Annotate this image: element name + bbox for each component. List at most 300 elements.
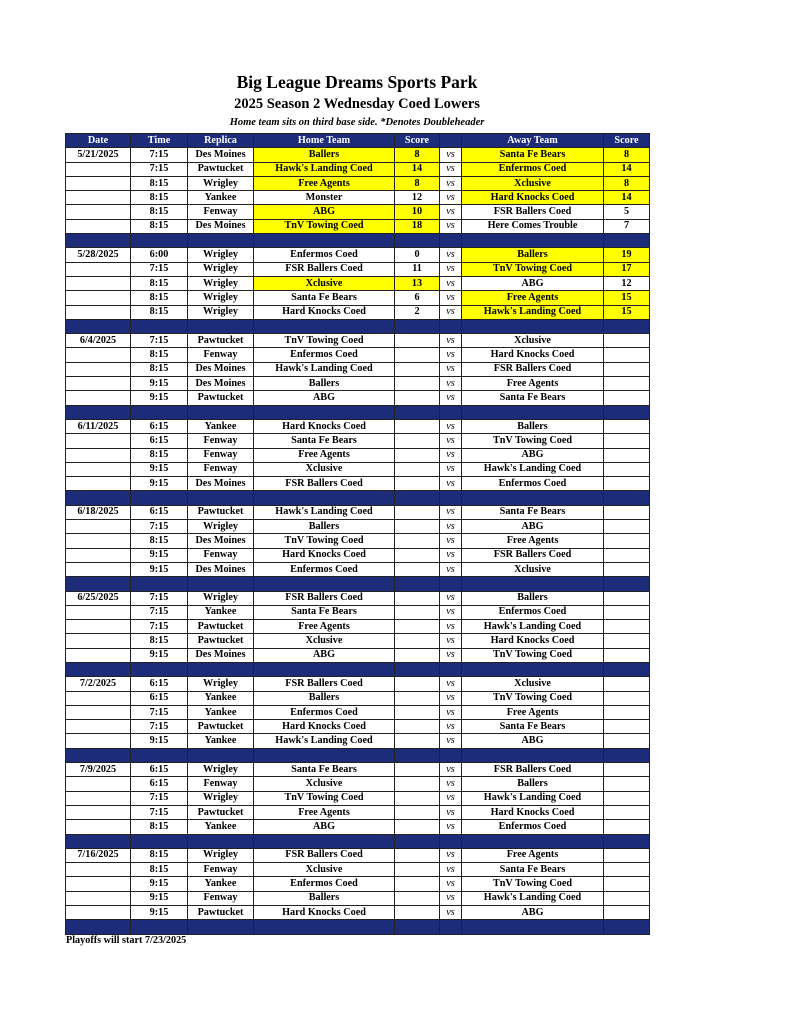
- home-score: 10: [395, 205, 440, 219]
- separator-cell: [604, 491, 650, 505]
- away-score: [604, 605, 650, 619]
- game-date: [66, 805, 131, 819]
- vs-label: vs: [440, 648, 462, 662]
- separator-cell: [254, 748, 395, 762]
- table-row: [66, 863, 650, 877]
- away-score: [604, 334, 650, 348]
- game-time: 6:15: [131, 434, 188, 448]
- table-row: [66, 620, 650, 634]
- separator-cell: [254, 920, 395, 934]
- home-team: ABG: [254, 391, 395, 405]
- game-field: Pawtucket: [188, 906, 254, 920]
- vs-label: vs: [440, 848, 462, 862]
- away-team: ABG: [462, 734, 604, 748]
- away-score: 19: [604, 248, 650, 262]
- away-team: Ballers: [462, 777, 604, 791]
- away-score: [604, 548, 650, 562]
- header-time: Time: [131, 134, 188, 148]
- home-team: Enfermos Coed: [254, 705, 395, 719]
- separator-cell: [604, 920, 650, 934]
- away-score: 15: [604, 305, 650, 319]
- vs-label: vs: [440, 162, 462, 176]
- away-score: [604, 777, 650, 791]
- away-score: [604, 734, 650, 748]
- game-time: 6:15: [131, 505, 188, 519]
- home-team: FSR Ballers Coed: [254, 848, 395, 862]
- separator-cell: [395, 662, 440, 676]
- home-score: [395, 548, 440, 562]
- home-score: [395, 891, 440, 905]
- separator-cell: [395, 319, 440, 333]
- game-date: [66, 605, 131, 619]
- home-score: [395, 791, 440, 805]
- game-date: [66, 620, 131, 634]
- game-date: 6/18/2025: [66, 505, 131, 519]
- away-team: Enfermos Coed: [462, 477, 604, 491]
- game-time: 6:00: [131, 248, 188, 262]
- separator-cell: [188, 834, 254, 848]
- separator-cell: [604, 234, 650, 248]
- separator-cell: [66, 319, 131, 333]
- game-date: [66, 191, 131, 205]
- away-team: Xclusive: [462, 334, 604, 348]
- separator-cell: [254, 834, 395, 848]
- game-date: [66, 377, 131, 391]
- separator-cell: [188, 577, 254, 591]
- vs-label: vs: [440, 505, 462, 519]
- game-field: Yankee: [188, 191, 254, 205]
- separator-cell: [462, 234, 604, 248]
- home-team: Xclusive: [254, 634, 395, 648]
- away-score: [604, 705, 650, 719]
- away-score: [604, 720, 650, 734]
- table-row: [66, 763, 650, 777]
- game-field: Yankee: [188, 705, 254, 719]
- separator-cell: [131, 748, 188, 762]
- game-date: [66, 820, 131, 834]
- vs-label: vs: [440, 219, 462, 233]
- table-row: [66, 219, 650, 233]
- home-score: [395, 591, 440, 605]
- home-score: 2: [395, 305, 440, 319]
- home-score: [395, 562, 440, 576]
- away-team: TnV Towing Coed: [462, 877, 604, 891]
- table-row: [66, 906, 650, 920]
- home-team: ABG: [254, 820, 395, 834]
- game-time: 9:15: [131, 477, 188, 491]
- table-row: [66, 248, 650, 262]
- table-row: [66, 176, 650, 190]
- game-time: 8:15: [131, 191, 188, 205]
- away-score: [604, 677, 650, 691]
- home-score: [395, 777, 440, 791]
- home-score: [395, 334, 440, 348]
- away-team: Free Agents: [462, 705, 604, 719]
- home-score: 8: [395, 176, 440, 190]
- away-score: 7: [604, 219, 650, 233]
- away-score: [604, 534, 650, 548]
- away-score: [604, 877, 650, 891]
- game-date: 6/11/2025: [66, 419, 131, 433]
- game-date: [66, 634, 131, 648]
- away-team: TnV Towing Coed: [462, 648, 604, 662]
- away-score: 15: [604, 291, 650, 305]
- home-team: Hawk's Landing Coed: [254, 162, 395, 176]
- away-team: Xclusive: [462, 562, 604, 576]
- vs-label: vs: [440, 462, 462, 476]
- game-field: Yankee: [188, 820, 254, 834]
- away-score: [604, 763, 650, 777]
- away-score: [604, 362, 650, 376]
- home-score: [395, 820, 440, 834]
- game-time: 6:15: [131, 691, 188, 705]
- game-field: Fenway: [188, 777, 254, 791]
- game-time: 7:15: [131, 791, 188, 805]
- home-score: [395, 734, 440, 748]
- table-row: [66, 534, 650, 548]
- page-subtitle: 2025 Season 2 Wednesday Coed Lowers: [234, 96, 480, 112]
- away-team: TnV Towing Coed: [462, 262, 604, 276]
- away-score: [604, 348, 650, 362]
- separator-cell: [131, 834, 188, 848]
- game-date: [66, 276, 131, 290]
- game-field: Wrigley: [188, 291, 254, 305]
- table-row: [66, 591, 650, 605]
- game-time: 8:15: [131, 205, 188, 219]
- away-team: Hard Knocks Coed: [462, 634, 604, 648]
- home-team: Ballers: [254, 520, 395, 534]
- game-time: 8:15: [131, 362, 188, 376]
- game-date: 7/9/2025: [66, 763, 131, 777]
- vs-label: vs: [440, 591, 462, 605]
- vs-label: vs: [440, 191, 462, 205]
- away-score: [604, 462, 650, 476]
- home-team: Hawk's Landing Coed: [254, 734, 395, 748]
- schedule-body: [66, 148, 650, 934]
- game-time: 9:15: [131, 391, 188, 405]
- away-team: Xclusive: [462, 677, 604, 691]
- away-score: [604, 520, 650, 534]
- away-score: [604, 419, 650, 433]
- game-field: Yankee: [188, 419, 254, 433]
- home-team: Free Agents: [254, 805, 395, 819]
- game-date: [66, 362, 131, 376]
- vs-label: vs: [440, 562, 462, 576]
- home-score: [395, 620, 440, 634]
- table-row: [66, 291, 650, 305]
- home-score: 18: [395, 219, 440, 233]
- game-date: [66, 891, 131, 905]
- home-team: FSR Ballers Coed: [254, 477, 395, 491]
- table-row: [66, 891, 650, 905]
- game-time: 6:15: [131, 677, 188, 691]
- game-field: Des Moines: [188, 148, 254, 162]
- away-team: Hawk's Landing Coed: [462, 620, 604, 634]
- table-row: [66, 634, 650, 648]
- separator-cell: [66, 491, 131, 505]
- vs-label: vs: [440, 419, 462, 433]
- game-field: Fenway: [188, 891, 254, 905]
- game-time: 8:15: [131, 276, 188, 290]
- vs-label: vs: [440, 262, 462, 276]
- separator-cell: [188, 491, 254, 505]
- separator-cell: [604, 577, 650, 591]
- separator-cell: [131, 577, 188, 591]
- vs-label: vs: [440, 305, 462, 319]
- header-replica: Replica: [188, 134, 254, 148]
- game-date: [66, 348, 131, 362]
- vs-label: vs: [440, 705, 462, 719]
- game-time: 7:15: [131, 720, 188, 734]
- separator-cell: [188, 234, 254, 248]
- away-team: Hawk's Landing Coed: [462, 462, 604, 476]
- game-date: [66, 720, 131, 734]
- game-time: 9:15: [131, 877, 188, 891]
- separator-cell: [604, 748, 650, 762]
- away-team: FSR Ballers Coed: [462, 362, 604, 376]
- game-time: 7:15: [131, 162, 188, 176]
- vs-label: vs: [440, 534, 462, 548]
- game-field: Pawtucket: [188, 620, 254, 634]
- away-score: [604, 448, 650, 462]
- home-team: Ballers: [254, 691, 395, 705]
- away-team: Santa Fe Bears: [462, 863, 604, 877]
- home-team: Hard Knocks Coed: [254, 305, 395, 319]
- away-team: Enfermos Coed: [462, 820, 604, 834]
- game-time: 9:15: [131, 648, 188, 662]
- vs-label: vs: [440, 691, 462, 705]
- home-team: TnV Towing Coed: [254, 334, 395, 348]
- game-time: 7:15: [131, 148, 188, 162]
- away-score: [604, 820, 650, 834]
- vs-label: vs: [440, 477, 462, 491]
- table-row: [66, 720, 650, 734]
- game-date: [66, 477, 131, 491]
- away-team: TnV Towing Coed: [462, 691, 604, 705]
- away-score: [604, 377, 650, 391]
- home-team: Free Agents: [254, 176, 395, 190]
- game-time: 7:15: [131, 262, 188, 276]
- separator-cell: [188, 748, 254, 762]
- away-team: Ballers: [462, 248, 604, 262]
- game-field: Wrigley: [188, 305, 254, 319]
- week-separator: [66, 491, 650, 505]
- header-home-score: Score: [395, 134, 440, 148]
- away-team: Free Agents: [462, 377, 604, 391]
- separator-cell: [440, 834, 462, 848]
- game-time: 7:15: [131, 805, 188, 819]
- week-separator: [66, 234, 650, 248]
- separator-cell: [462, 662, 604, 676]
- game-time: 7:15: [131, 591, 188, 605]
- away-score: 14: [604, 162, 650, 176]
- away-score: 12: [604, 276, 650, 290]
- separator-cell: [254, 405, 395, 419]
- week-separator: [66, 577, 650, 591]
- game-time: 6:15: [131, 777, 188, 791]
- game-field: Wrigley: [188, 848, 254, 862]
- game-field: Fenway: [188, 448, 254, 462]
- vs-label: vs: [440, 677, 462, 691]
- home-team: Xclusive: [254, 777, 395, 791]
- separator-cell: [440, 405, 462, 419]
- home-team: Hawk's Landing Coed: [254, 362, 395, 376]
- away-score: 17: [604, 262, 650, 276]
- header-vs: [440, 134, 462, 148]
- away-team: FSR Ballers Coed: [462, 205, 604, 219]
- vs-label: vs: [440, 548, 462, 562]
- home-team: Ballers: [254, 377, 395, 391]
- game-date: 5/21/2025: [66, 148, 131, 162]
- table-row: [66, 648, 650, 662]
- game-date: [66, 548, 131, 562]
- game-field: Fenway: [188, 863, 254, 877]
- away-team: Santa Fe Bears: [462, 505, 604, 519]
- away-team: FSR Ballers Coed: [462, 763, 604, 777]
- away-score: 5: [604, 205, 650, 219]
- away-team: Santa Fe Bears: [462, 391, 604, 405]
- game-field: Des Moines: [188, 534, 254, 548]
- separator-cell: [131, 491, 188, 505]
- game-field: Fenway: [188, 462, 254, 476]
- away-team: Free Agents: [462, 291, 604, 305]
- game-field: Pawtucket: [188, 505, 254, 519]
- game-field: Wrigley: [188, 176, 254, 190]
- game-date: [66, 162, 131, 176]
- week-separator: [66, 834, 650, 848]
- table-row: [66, 434, 650, 448]
- away-team: Free Agents: [462, 848, 604, 862]
- table-row: [66, 691, 650, 705]
- home-team: Ballers: [254, 891, 395, 905]
- vs-label: vs: [440, 720, 462, 734]
- home-team: TnV Towing Coed: [254, 219, 395, 233]
- separator-cell: [440, 491, 462, 505]
- separator-cell: [440, 319, 462, 333]
- away-team: ABG: [462, 520, 604, 534]
- home-score: [395, 805, 440, 819]
- vs-label: vs: [440, 434, 462, 448]
- vs-label: vs: [440, 348, 462, 362]
- away-team: ABG: [462, 448, 604, 462]
- game-field: Wrigley: [188, 520, 254, 534]
- away-score: [604, 848, 650, 862]
- separator-cell: [604, 405, 650, 419]
- home-score: [395, 863, 440, 877]
- table-row: [66, 419, 650, 433]
- game-field: Des Moines: [188, 477, 254, 491]
- game-time: 6:15: [131, 419, 188, 433]
- table-header-row: [66, 134, 650, 148]
- separator-cell: [604, 319, 650, 333]
- separator-cell: [66, 234, 131, 248]
- table-row: [66, 677, 650, 691]
- header-away-score: Score: [604, 134, 650, 148]
- separator-cell: [604, 834, 650, 848]
- vs-label: vs: [440, 906, 462, 920]
- game-field: Fenway: [188, 548, 254, 562]
- game-field: Yankee: [188, 877, 254, 891]
- vs-label: vs: [440, 734, 462, 748]
- vs-label: vs: [440, 634, 462, 648]
- week-separator: [66, 748, 650, 762]
- away-team: Hard Knocks Coed: [462, 191, 604, 205]
- vs-label: vs: [440, 777, 462, 791]
- table-row: [66, 562, 650, 576]
- vs-label: vs: [440, 820, 462, 834]
- game-field: Pawtucket: [188, 391, 254, 405]
- away-team: ABG: [462, 906, 604, 920]
- table-row: [66, 777, 650, 791]
- game-field: Pawtucket: [188, 162, 254, 176]
- home-score: [395, 448, 440, 462]
- away-team: Hawk's Landing Coed: [462, 305, 604, 319]
- separator-cell: [131, 234, 188, 248]
- game-field: Yankee: [188, 691, 254, 705]
- table-row: [66, 791, 650, 805]
- header-away-team: Away Team: [462, 134, 604, 148]
- game-time: 8:15: [131, 534, 188, 548]
- game-date: [66, 448, 131, 462]
- game-date: 5/28/2025: [66, 248, 131, 262]
- away-score: [604, 791, 650, 805]
- home-score: [395, 763, 440, 777]
- separator-cell: [440, 662, 462, 676]
- home-score: [395, 848, 440, 862]
- home-score: 6: [395, 291, 440, 305]
- separator-cell: [254, 491, 395, 505]
- home-score: [395, 520, 440, 534]
- home-team: Xclusive: [254, 863, 395, 877]
- game-time: 9:15: [131, 548, 188, 562]
- home-team: FSR Ballers Coed: [254, 591, 395, 605]
- home-score: 13: [395, 276, 440, 290]
- vs-label: vs: [440, 448, 462, 462]
- table-row: [66, 191, 650, 205]
- game-field: Des Moines: [188, 219, 254, 233]
- game-time: 8:15: [131, 848, 188, 862]
- away-score: [604, 477, 650, 491]
- vs-label: vs: [440, 291, 462, 305]
- game-field: Wrigley: [188, 262, 254, 276]
- game-date: [66, 734, 131, 748]
- header-home-team: Home Team: [254, 134, 395, 148]
- game-time: 7:15: [131, 605, 188, 619]
- away-score: [604, 591, 650, 605]
- home-team: Santa Fe Bears: [254, 434, 395, 448]
- separator-cell: [131, 920, 188, 934]
- separator-cell: [66, 662, 131, 676]
- game-time: 8:15: [131, 820, 188, 834]
- separator-cell: [462, 405, 604, 419]
- separator-cell: [131, 662, 188, 676]
- game-time: 7:15: [131, 334, 188, 348]
- home-team: Enfermos Coed: [254, 877, 395, 891]
- game-field: Wrigley: [188, 763, 254, 777]
- away-team: Hard Knocks Coed: [462, 805, 604, 819]
- home-team: FSR Ballers Coed: [254, 262, 395, 276]
- away-score: [604, 391, 650, 405]
- away-score: [604, 434, 650, 448]
- week-separator: [66, 405, 650, 419]
- game-time: 6:15: [131, 763, 188, 777]
- game-date: [66, 462, 131, 476]
- table-row: [66, 477, 650, 491]
- home-team: Hard Knocks Coed: [254, 419, 395, 433]
- table-row: [66, 705, 650, 719]
- away-team: Hawk's Landing Coed: [462, 791, 604, 805]
- separator-cell: [66, 834, 131, 848]
